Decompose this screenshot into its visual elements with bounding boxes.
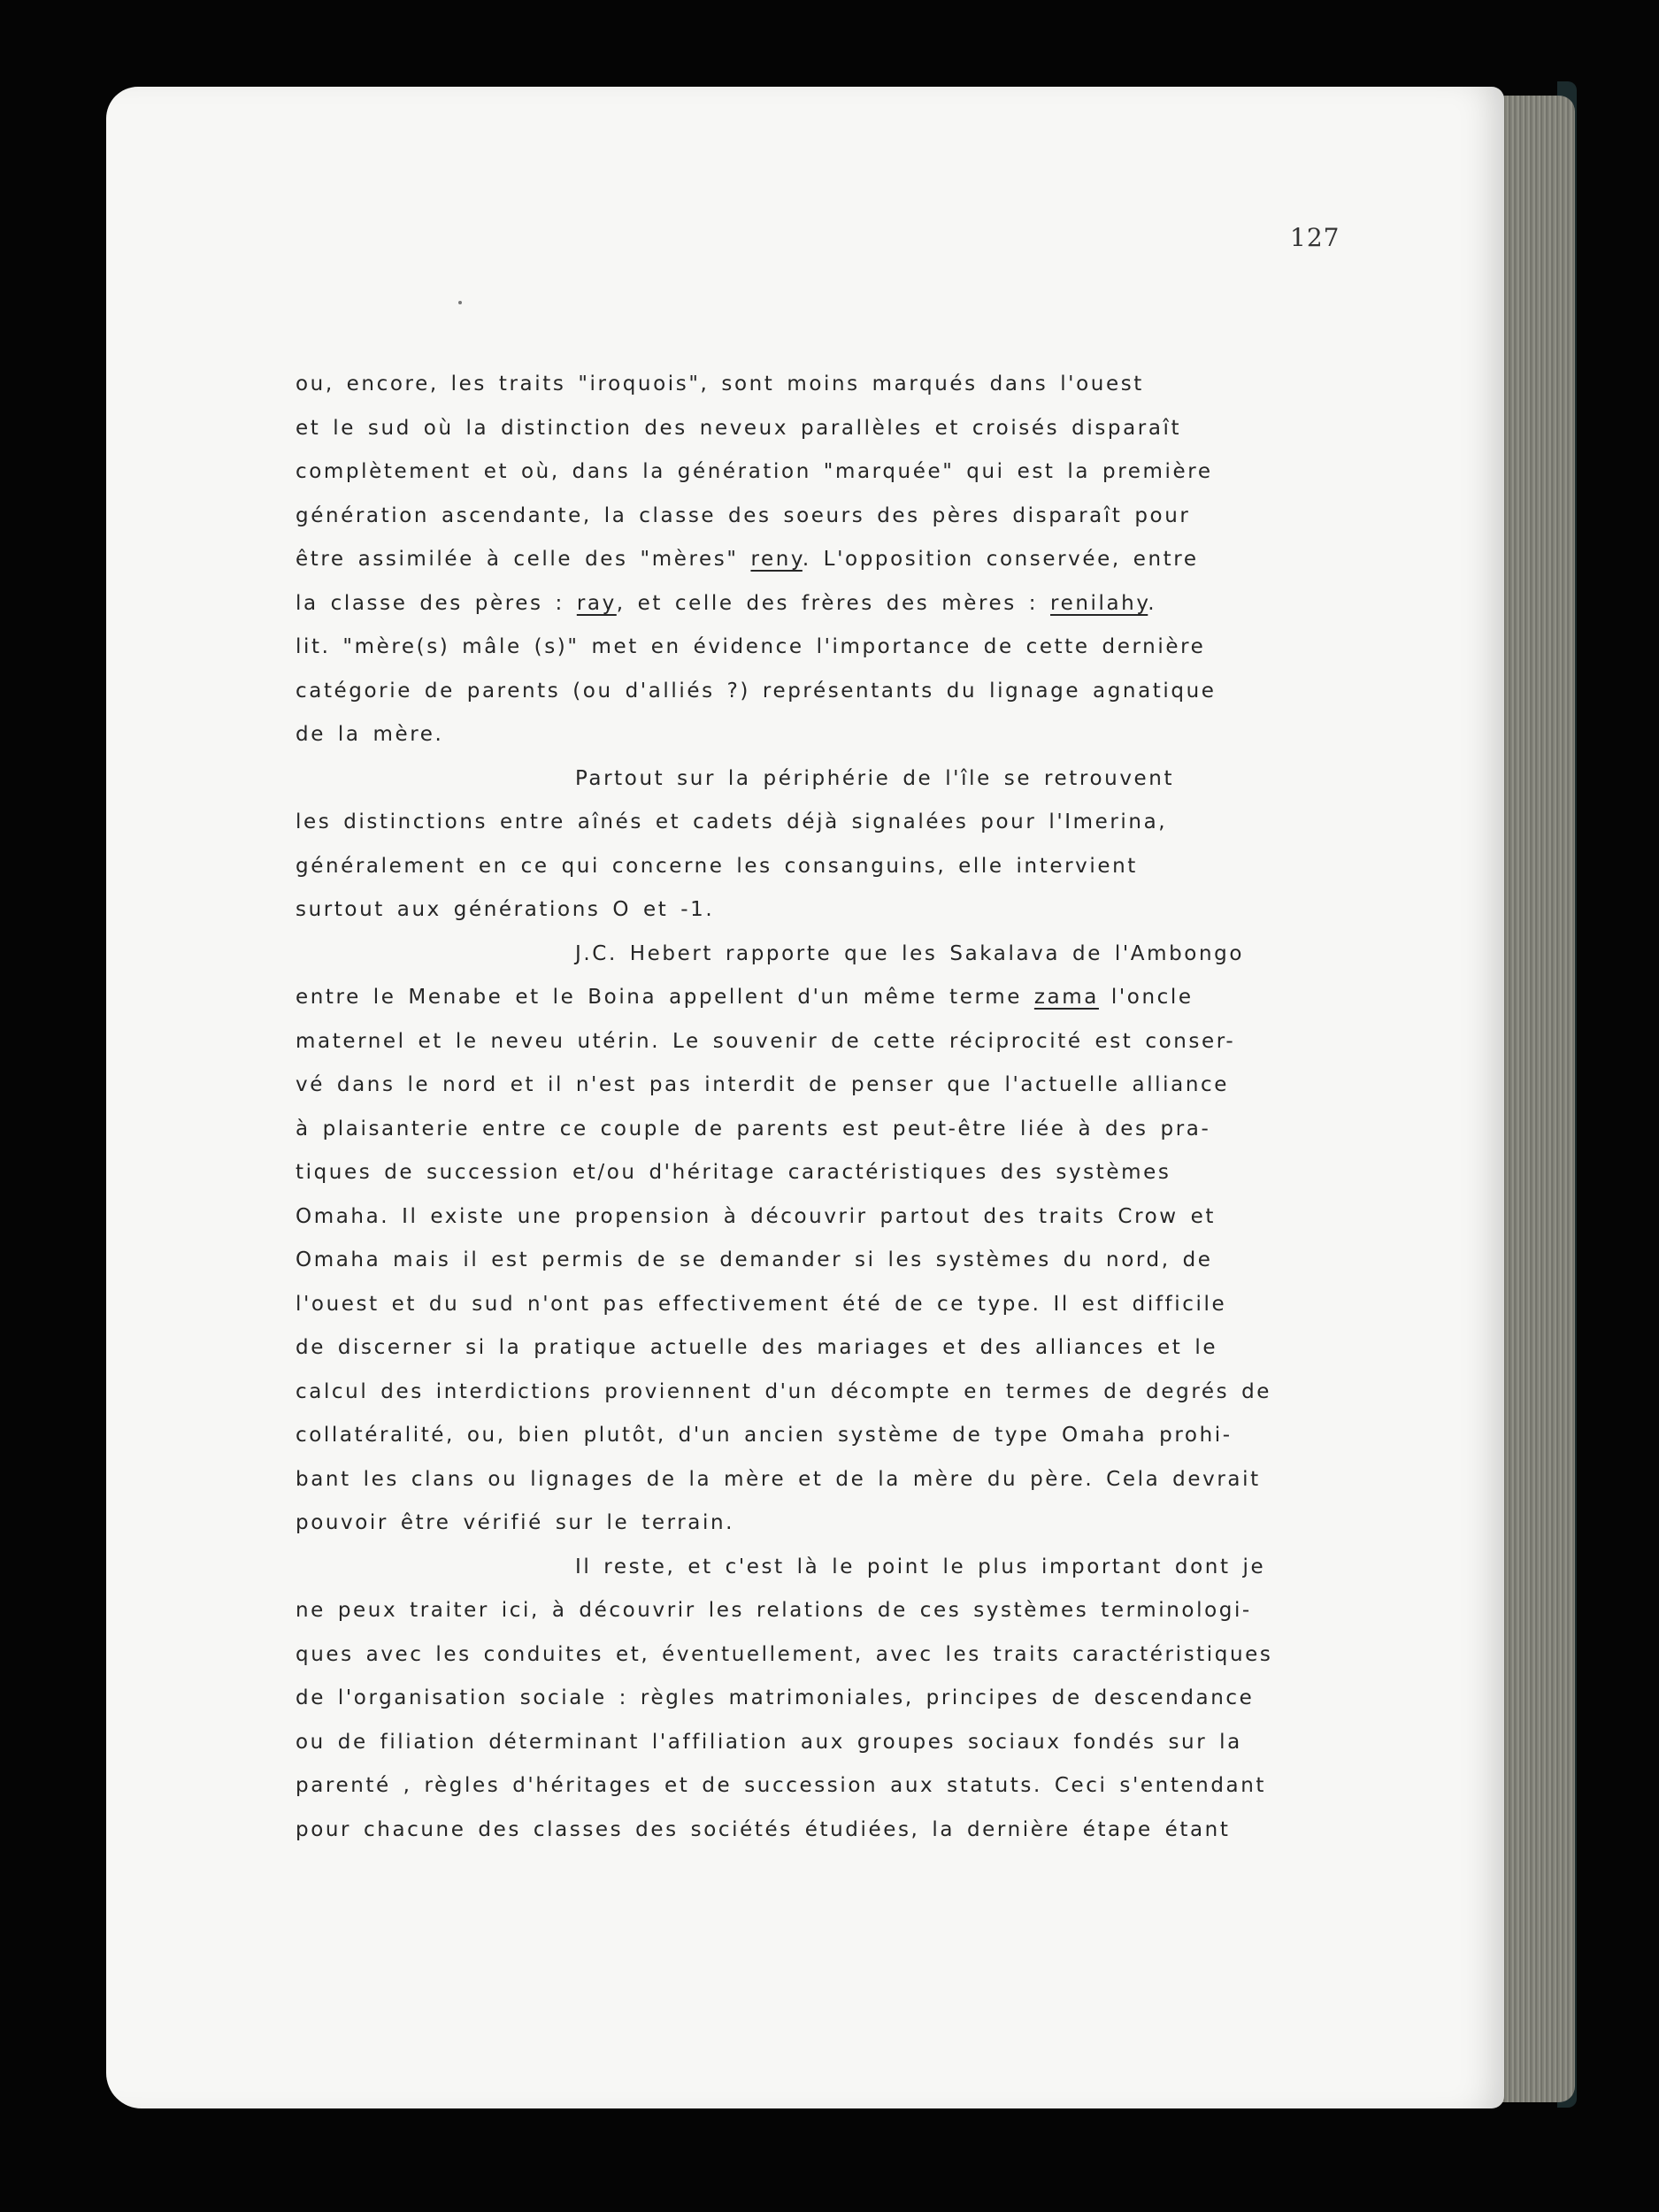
text-line [296, 1546, 1357, 1590]
text-segment: collatéralité, ou, bien plutôt, d'un ancien système de type Omaha prohi- [296, 1424, 1233, 1447]
text-segment: ou, encore, les traits "iroquois", sont moins marqués dans l'ouest [296, 373, 1144, 396]
text-segment: maternel et le neveu utérin. Le souvenir de cette réciprocité est conser- [296, 1029, 1236, 1053]
text-line [296, 1764, 1357, 1809]
text-segment: l'oncle [1098, 986, 1194, 1009]
text-line [296, 1108, 1357, 1152]
text-segment: catégorie de parents (ou d'alliés ?) représentants du lignage agnatique [296, 679, 1217, 703]
text-line [296, 1151, 1357, 1195]
text-segment: de discerner si la pratique actuelle des mariages et des alliances et le [296, 1336, 1218, 1359]
text-segment: Il reste, et c'est là le point le plus important dont je [575, 1555, 1266, 1578]
text-line [296, 933, 1357, 977]
text-line [296, 538, 1357, 582]
text-line [296, 1589, 1357, 1633]
underlined-term: reny [750, 548, 803, 571]
text-line [296, 1326, 1357, 1371]
text-segment: tiques de succession et/ou d'héritage caractéristiques des systèmes [296, 1161, 1171, 1184]
text-line [296, 670, 1357, 714]
text-segment: bant les clans ou lignages de la mère et de la mère du père. Cela devrait [296, 1467, 1261, 1491]
text-segment: vé dans le nord et il n'est pas interdit de penser que l'actuelle alliance [296, 1073, 1230, 1096]
ink-speck [458, 301, 462, 304]
text-segment: Omaha mais il est permis de se demander si les systèmes du nord, de [296, 1248, 1213, 1271]
text-line [296, 1239, 1357, 1283]
text-segment: ne peux traiter ici, à découvrir les relations de ces systèmes terminologi- [296, 1599, 1252, 1622]
text-line [296, 1458, 1357, 1502]
text-line [296, 1283, 1357, 1327]
text-segment: à plaisanterie entre ce couple de parents est peut-être liée à des pra- [296, 1117, 1211, 1141]
text-line [296, 1633, 1357, 1678]
paragraph [296, 933, 1357, 1546]
text-line [296, 495, 1357, 539]
text-segment: parenté , règles d'héritages et de succession aux statuts. Ceci s'entendant [296, 1774, 1267, 1797]
text-segment: être assimilée à celle des "mères" [296, 548, 751, 571]
text-line [296, 888, 1357, 933]
text-segment: Partout sur la périphérie de l'île se retrouvent [575, 766, 1175, 790]
body-text [296, 363, 1357, 1852]
text-line [296, 1677, 1357, 1721]
text-line [296, 801, 1357, 845]
text-line [296, 626, 1357, 670]
underlined-term: zama [1033, 986, 1099, 1009]
underlined-term: renilahy [1050, 591, 1148, 615]
text-line [296, 363, 1357, 407]
text-line [296, 976, 1357, 1020]
text-segment: complètement et où, dans la génération "marquée" qui est la première [296, 460, 1213, 483]
text-line [296, 582, 1357, 626]
text-line [296, 407, 1357, 451]
text-segment: surtout aux générations O et -1. [296, 898, 715, 921]
page-number: 127 [1290, 223, 1340, 252]
text-segment: , et celle des frères des mères : [616, 591, 1051, 615]
text-line [296, 757, 1357, 802]
paragraph [296, 757, 1357, 933]
text-line [296, 713, 1357, 757]
text-segment: J.C. Hebert rapporte que les Sakalava de l'Ambongo [575, 941, 1245, 965]
text-segment: les distinctions entre aînés et cadets déjà signalées pour l'Imerina, [296, 810, 1168, 833]
text-segment: et le sud où la distinction des neveux parallèles et croisés disparaît [296, 416, 1182, 440]
text-segment: entre le Menabe et le Boina appellent d'un même terme [296, 986, 1034, 1009]
paragraph [296, 1546, 1357, 1853]
text-segment: ou de filiation déterminant l'affiliation aux groupes sociaux fondés sur la [296, 1730, 1242, 1754]
underlined-term: ray [576, 591, 617, 615]
text-line [296, 845, 1357, 889]
text-segment: lit. "mère(s) mâle (s)" met en évidence l'importance de cette dernière [296, 635, 1206, 658]
text-segment: . L'opposition conservée, entre [802, 548, 1199, 571]
text-line [296, 1809, 1357, 1853]
paragraph [296, 363, 1357, 757]
text-segment: de l'organisation sociale : règles matrimoniales, principes de descendance [296, 1686, 1255, 1709]
text-segment: l'ouest et du sud n'ont pas effectivement été de ce type. Il est difficile [296, 1292, 1227, 1316]
text-segment: calcul des interdictions proviennent d'un décompte en termes de degrés de [296, 1379, 1272, 1403]
text-line [296, 1371, 1357, 1415]
text-segment: pouvoir être vérifié sur le terrain. [296, 1511, 735, 1534]
text-line [296, 450, 1357, 495]
text-line [296, 1414, 1357, 1458]
text-segment: ques avec les conduites et, éventuellement, avec les traits caractéristiques [296, 1642, 1273, 1666]
text-segment: pour chacune des classes des sociétés étudiées, la dernière étape étant [296, 1817, 1231, 1841]
text-line [296, 1502, 1357, 1546]
text-line [296, 1020, 1357, 1064]
text-segment: génération ascendante, la classe des soeurs des pères disparaît pour [296, 503, 1191, 527]
text-line [296, 1064, 1357, 1108]
text-segment: . [1148, 591, 1157, 615]
text-segment: la classe des pères : [296, 591, 577, 615]
text-line [296, 1195, 1357, 1240]
text-segment: généralement en ce qui concerne les consanguins, elle intervient [296, 854, 1138, 878]
text-segment: de la mère. [296, 723, 444, 746]
text-segment: Omaha. Il existe une propension à découvrir partout des traits Crow et [296, 1204, 1216, 1228]
text-line [296, 1721, 1357, 1765]
